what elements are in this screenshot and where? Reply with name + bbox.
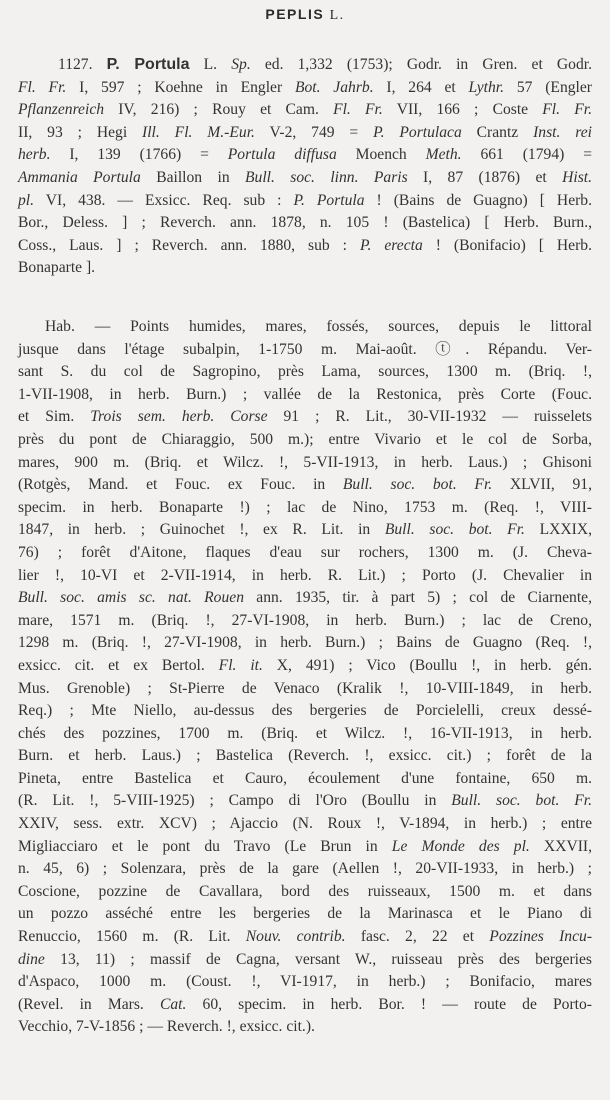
text-run: Baillon in <box>140 168 245 186</box>
text-run: II, 93 ; Hegi <box>18 123 143 141</box>
text-line <box>18 122 592 145</box>
text-run: Coss., Laus. ] ; Reverch. ann. 1880, sub : <box>18 236 360 254</box>
text-line <box>18 700 592 723</box>
text-line <box>18 99 592 122</box>
text-line <box>18 429 592 452</box>
text-run: lier !, 10-VI et 2-VII-1914, in herb. R. Lit.) ; Porto (J. Chevalier in <box>18 566 592 584</box>
text-run: 13, 11) ; massif de Cagna, versant W., ruisseau près des bergeries <box>44 950 592 968</box>
italic-citation: Bull. soc. bot. Fr. <box>342 476 493 494</box>
text-line <box>18 452 592 475</box>
text-run: Renuccio, 1560 m. (R. Lit. <box>18 928 246 946</box>
text-run: Bor., Deless. ] ; Reverch. ann. 1878, n. 105 ! (Bastelica) [ Herb. Burn., <box>18 214 592 232</box>
italic-citation: P. Portula <box>293 191 365 209</box>
text-run: n. 45, 6) ; Solenzara, près de la gare (Aellen !, 20-VII-1933, in herb.) ; <box>18 860 592 878</box>
habitat-paragraph <box>18 316 592 1039</box>
text-run: I, 597 ; Koehne in Engler <box>66 78 295 96</box>
text-run: IV, 216) ; Rouy et Cam. <box>104 101 334 119</box>
italic-citation: pl. <box>18 191 35 209</box>
text-run: mares, 900 m. (Briq. et Wilcz. !, 5-VII-1913, in herb. Laus.) ; Ghisoni <box>18 453 592 471</box>
text-line <box>18 190 592 213</box>
text-run: (Rotgès, Mand. et Fouc. ex Fouc. in <box>18 476 343 494</box>
text-run: Coscione, pozzine de Cavallara, bord des ruisseaux, 1500 m. et dans <box>18 882 592 900</box>
text-run: (R. Lit. !, 5-VIII-1925) ; Campo di l'Oro (Boullu in <box>18 792 452 810</box>
text-line <box>18 497 592 520</box>
text-run: près du pont de Chiaraggio, 500 m.); entre Vivario et le col de Sorba, <box>18 430 592 448</box>
text-run: VI, 438. — Exsicc. Req. sub : <box>34 191 294 209</box>
italic-citation: Nouv. contrib. <box>245 928 346 946</box>
text-run: X, 491) ; Vico (Boullu !, in herb. gén. <box>262 656 592 674</box>
italic-citation: dine <box>18 950 45 968</box>
text-run: XXVII, <box>529 837 593 855</box>
text-run: 661 (1794) = <box>461 146 592 164</box>
text-run: I, 264 et <box>373 78 469 96</box>
text-run: et Sim. <box>18 408 91 426</box>
text-line <box>18 678 592 701</box>
text-line <box>18 790 592 813</box>
italic-citation: Fl. Fr. <box>18 78 67 96</box>
text-run: 60, specim. in herb. Bor. ! — route de Porto- <box>186 995 592 1013</box>
line-rest <box>204 56 592 73</box>
text-run: 76) ; forêt d'Aitone, flaques d'eau sur rochers, 1300 m. (J. Cheva- <box>18 543 592 561</box>
text-run: Moench <box>336 146 426 164</box>
italic-citation: Fl. it. <box>218 656 263 674</box>
italic-citation: Bull. soc. linn. Paris <box>245 168 408 186</box>
text-run: jusque dans l'étage subalpin, 1-1750 m. Mai-août. ⓣ. Répandu. Ver- <box>18 340 592 358</box>
text-line <box>18 474 592 497</box>
species-name: P. Portula <box>106 56 190 73</box>
italic-citation: Bull. soc. bot. Fr. <box>384 521 525 539</box>
running-head <box>0 6 610 24</box>
italic-citation: Sp. <box>231 56 251 73</box>
italic-citation: Portula diffusa <box>227 146 337 164</box>
italic-citation: P. Portulaca <box>373 123 462 141</box>
text-line <box>18 54 592 77</box>
italic-citation: Bull. soc. bot. Fr. <box>451 792 592 810</box>
text-line <box>18 144 592 167</box>
text-run: ann. 1935, tir. à part 5) ; col de Ciarnente, <box>244 589 592 607</box>
entry-number: 1127. <box>58 56 93 73</box>
text-line <box>18 339 592 362</box>
italic-citation: Ill. Fl. M.-Eur. <box>142 123 255 141</box>
text-run: I, 87 (1876) et <box>407 168 563 186</box>
text-run: (Revel. in Mars. <box>18 995 160 1013</box>
text-run: Bonaparte ]. <box>18 259 96 277</box>
text-line <box>18 949 592 972</box>
text-run: 1298 m. (Briq. !, 27-VI-1908, in herb. Burn.) ; Bains de Guagno (Req. !, <box>18 634 592 652</box>
italic-citation: Ammania Portula <box>18 168 141 186</box>
text-run: specim. in herb. Bonaparte !) ; lac de Nino, 1753 m. (Req. !, VIII- <box>18 498 592 516</box>
text-run: Hab. — Points humides, mares, fossés, sources, depuis le littoral <box>45 318 592 335</box>
text-line <box>18 316 592 339</box>
text-run: ! (Bains de Guagno) [ Herb. <box>364 191 593 209</box>
text-line <box>18 971 592 994</box>
italic-citation: herb. <box>18 146 51 164</box>
italic-citation: P. erecta <box>359 236 423 254</box>
text-run: fasc. 2, 22 et <box>345 928 490 946</box>
text-line <box>18 257 592 280</box>
text-line <box>18 881 592 904</box>
text-run: XLVII, 91, <box>492 476 592 494</box>
text-run: Mus. Grenoble) ; St-Pierre de Venaco (Kralik !, 10-VIII-1849, in herb. <box>18 679 592 697</box>
text-run: ! (Bonifacio) [ Herb. <box>422 236 592 254</box>
text-run: mare, 1571 m. (Briq. !, 27-VI-1908, in herb. Burn.) ; lac de Creno, <box>18 611 592 629</box>
text-line <box>18 858 592 881</box>
text-line <box>18 836 592 859</box>
text-line <box>18 565 592 588</box>
italic-citation: Pflanzenreich <box>18 101 105 119</box>
text-run: Crantz <box>461 123 534 141</box>
text-line <box>18 768 592 791</box>
text-run: 57 (Engler <box>504 78 593 96</box>
italic-citation: Lythr. <box>468 78 505 96</box>
text-line <box>18 1016 592 1039</box>
text-line <box>18 610 592 633</box>
text-run: Pineta, entre Bastelica et Cauro, écoulement d'une fontaine, 650 m. <box>18 769 592 787</box>
text-run: VII, 166 ; Coste <box>382 101 543 119</box>
text-line <box>18 926 592 949</box>
text-run: exsicc. cit. et ex Bertol. <box>18 656 219 674</box>
text-line <box>18 235 592 258</box>
italic-citation: Pozzines Incu- <box>489 928 593 946</box>
text-run: Vecchio, 7-V-1856 ; — Reverch. !, exsicc. cit.). <box>18 1018 315 1036</box>
text-line <box>18 77 592 100</box>
text-line <box>18 994 592 1017</box>
text-line <box>18 632 592 655</box>
text-line <box>18 723 592 746</box>
text-line <box>18 361 592 384</box>
italic-citation: Fl. Fr. <box>542 101 592 119</box>
text-line <box>18 212 592 235</box>
text-run: ed. 1,332 (1753); Godr. in Gren. et Godr. <box>250 56 593 73</box>
text-line <box>18 745 592 768</box>
text-run: un pozzo asséché entre les bergeries de la Marinasca et le Piano di <box>18 905 592 923</box>
genus-title: PEPLIS <box>265 6 325 22</box>
text-run: LXXIX, <box>524 521 592 539</box>
italic-citation: Trois sem. herb. Corse <box>90 408 268 426</box>
text-run: Req.) ; Mte Niello, au-dessus des bergeries de Porcielelli, creux dessé- <box>18 702 592 720</box>
italic-citation: Hist. <box>562 168 592 186</box>
text-run: d'Aspaco, 1000 m. (Coust. !, VI-1917, in herb.) ; Bonifacio, mares <box>18 973 592 991</box>
italic-citation: Fl. Fr. <box>333 101 383 119</box>
text-run: Burn. et herb. Laus.) ; Bastelica (Reverch. !, exsicc. cit.) ; forêt de la <box>18 747 592 765</box>
text-run: 1847, in herb. ; Guinochet !, ex R. Lit. in <box>18 521 385 539</box>
text-run: I, 139 (1766) = <box>50 146 228 164</box>
text-line <box>18 542 592 565</box>
text-line <box>18 384 592 407</box>
text-run: XXIV, sess. extr. XCV) ; Ajaccio (N. Roux !, V-1894, in herb.) ; entre <box>18 815 592 833</box>
text-line <box>18 519 592 542</box>
text-run: sant S. du col de Sagropino, près Lama, sources, 1300 m. (Briq. !, <box>18 363 592 381</box>
text-run: 91 ; R. Lit., 30-VII-1932 — ruisselets <box>267 408 592 426</box>
text-run: 1-VII-1908, in herb. Burn.) ; vallée de la Restonica, près Corte (Fouc. <box>18 385 592 403</box>
text-run: L. <box>203 56 232 73</box>
text-line <box>18 406 592 429</box>
text-line <box>18 587 592 610</box>
italic-citation: Meth. <box>425 146 462 164</box>
synonymy-paragraph <box>18 54 592 280</box>
italic-citation: Bull. soc. amis sc. nat. Rouen <box>18 589 244 607</box>
text-run: Migliacciaro et le pont du Travo (Le Brun in <box>18 837 392 855</box>
italic-citation: Le Monde des pl. <box>391 837 530 855</box>
italic-citation: Bot. Jahrb. <box>294 78 374 96</box>
text-line <box>18 655 592 678</box>
italic-citation: Cat. <box>159 995 187 1013</box>
text-line <box>18 813 592 836</box>
italic-citation: Inst. rei <box>533 123 593 141</box>
text-run: chés des pozzines, 1700 m. (Briq. et Wilcz. !, 16-VII-1913, in herb. <box>18 724 592 742</box>
text-line <box>18 167 592 190</box>
text-line <box>18 903 592 926</box>
author-abbrev: L. <box>329 8 345 23</box>
text-run: V-2, 749 = <box>254 123 374 141</box>
